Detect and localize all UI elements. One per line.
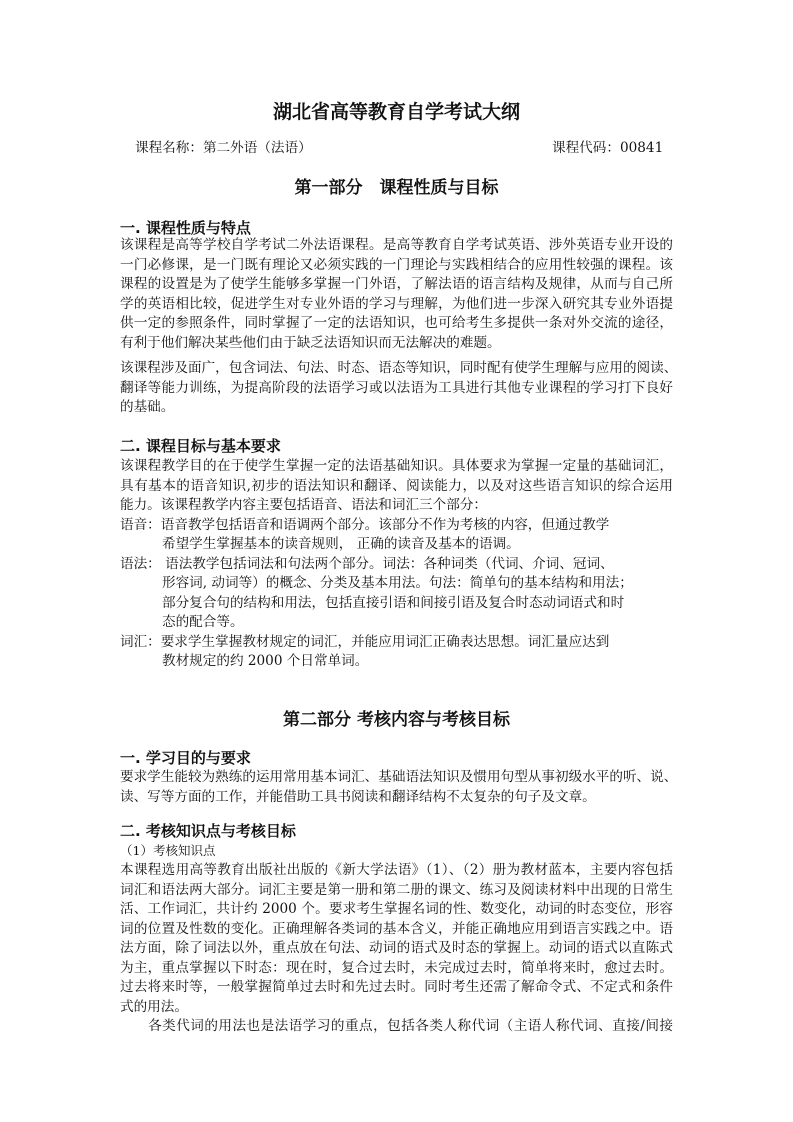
document-title: 湖北省高等教育自学考试大纲 xyxy=(272,101,520,123)
paragraph-line: 过去将来时等，一般掌握简单过去时和先过去时。同时考生还需了解命令式、不定式和条件 xyxy=(120,979,673,995)
phonetics-line: 希望学生掌握基本的读音规则， 正确的读音及基本的语调。 xyxy=(162,536,520,552)
vocab-line: 词汇：要求学生掌握教材规定的词汇，并能应用词汇正确表达思想。词汇量应达到 xyxy=(120,634,610,650)
paragraph-line: 一门必修课，是一门既有理论又必须实践的一门理论与实践相结合的应用性较强的课程。该 xyxy=(120,257,673,273)
section-heading: 一. 课程性质与特点 xyxy=(120,219,251,237)
part2-heading: 第二部分 考核内容与考核目标 xyxy=(283,710,510,730)
course-code: 课程代码：00841 xyxy=(552,140,664,156)
part1-heading: 第一部分 课程性质与目标 xyxy=(294,178,499,198)
subsection-label: （1）考核知识点 xyxy=(120,843,216,858)
section-heading: 二. 课程目标与基本要求 xyxy=(120,437,281,455)
paragraph-line: 为主，重点掌握以下时态：现在时，复合过去时，未完成过去时，简单将来时，愈过去时。 xyxy=(120,960,673,976)
paragraph-line: 具有基本的语音知识,初步的语法知识和翻译、阅读能力，以及对这些语言知识的综合运用 xyxy=(120,478,673,494)
paragraph-line: 活、工作词汇，共计约 2000 个。要求考生掌握名词的性、数变化，动词的时态变位，形容 xyxy=(120,901,673,917)
paragraph-line: 各类代词的用法也是法语学习的重点，包括各类人称代词（主语人称代词、直接/间接 xyxy=(120,1018,673,1034)
section-heading: 二. 考核知识点与考核目标 xyxy=(120,822,296,840)
paragraph-line: 能力。该课程教学内容主要包括语音、语法和词汇三个部分： xyxy=(120,497,488,513)
paragraph-line: 该课程涉及面广，包含词法、句法、时态、语态等知识，同时配有使学生理解与应用的阅读、 xyxy=(120,360,678,376)
paragraph-line: 的基础。 xyxy=(120,399,175,415)
paragraph-line: 该课程教学目的在于使学生掌握一定的法语基础知识。具体要求为掌握一定量的基础词汇， xyxy=(120,458,673,474)
paragraph-line: 课程的设置是为了使学生能够多掌握一门外语，了解法语的语言结构及规律，从而与自己所 xyxy=(120,276,673,292)
grammar-line: 态的配合等。 xyxy=(162,614,244,630)
paragraph-line: 法方面，除了词法以外，重点放在句法、动词的语式及时态的掌握上。动词的语式以直陈式 xyxy=(120,940,673,956)
paragraph-line: 学的英语相比较，促进学生对专业外语的学习与理解，为他们进一步深入研究其专业外语提 xyxy=(120,296,673,312)
section-heading: 一. 学习目的与要求 xyxy=(120,749,251,767)
paragraph-line: 有利于他们解决某些他们由于缺乏法语知识而无法解决的难题。 xyxy=(120,335,501,351)
paragraph-line: 要求学生能较为熟练的运用常用基本词汇、基础语法知识及惯用句型从事初级水平的听、说、 xyxy=(120,769,678,785)
paragraph-line: 词的位置及性数的变化。正确理解各类词的基本含义，并能正确地应用到语言实践之中。语 xyxy=(120,921,673,937)
paragraph-line: 词汇和语法两大部分。词汇主要是第一册和第二册的课文、练习及阅读材料中出现的日常生 xyxy=(120,882,673,898)
vocab-line: 教材规定的约 2000 个日常单词。 xyxy=(162,653,369,669)
course-name: 课程名称：第二外语（法语） xyxy=(135,140,312,156)
paragraph-line: 读、写等方面的工作，并能借助工具书阅读和翻译结构不太复杂的句子及文章。 xyxy=(120,789,596,805)
paragraph-line: 式的用法。 xyxy=(120,999,188,1015)
paragraph-line: 供一定的参照条件，同时掌握了一定的法语知识，也可给考生多提供一条对外交流的途径， xyxy=(120,315,673,331)
paragraph-line: 该课程是高等学校自学考试二外法语课程。是高等教育自学考试英语、涉外英语专业开设的 xyxy=(120,237,673,253)
grammar-line: 语法： 语法教学包括词法和句法两个部分。词法：各种词类（代词、介词、冠词、 xyxy=(120,556,614,572)
phonetics-line: 语音：语音教学包括语音和语调两个部分。该部分不作为考核的内容，但通过教学 xyxy=(120,517,610,533)
grammar-line: 部分复合句的结构和用法，包括直接引语和间接引语及复合时态动词语式和时 xyxy=(162,595,625,611)
grammar-line: 形容词, 动词等）的概念、分类及基本用法。句法：简单句的基本结构和用法； xyxy=(162,575,633,591)
paragraph-line: 本课程选用高等教育出版社出版的《新大学法语》（1）、（2）册为教材蓝本，主要内容包括 xyxy=(120,862,673,878)
paragraph-line: 翻译等能力训练，为提高阶段的法语学习或以法语为工具进行其他专业课程的学习打下良好 xyxy=(120,380,673,396)
